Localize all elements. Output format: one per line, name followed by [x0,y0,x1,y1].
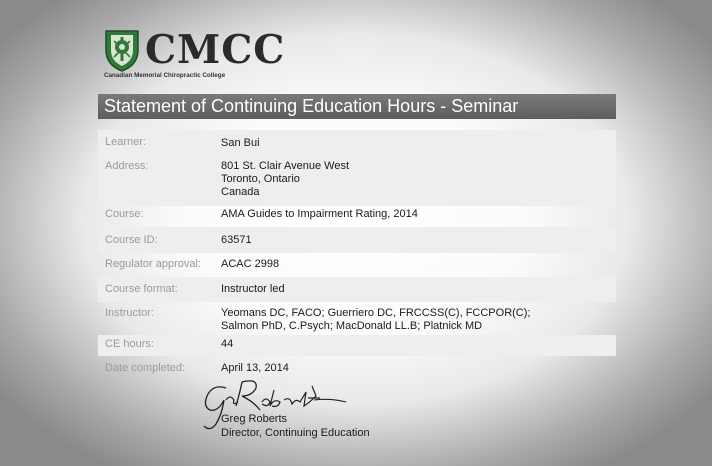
page-title: Statement of Continuing Education Hours - Seminar [104,96,519,116]
logo-wordmark: CMCC [145,27,286,73]
title-bar [98,94,616,119]
crest-icon [103,28,141,72]
instructor-value [221,307,530,333]
row-shade-ce-hours [98,335,616,356]
regulator-value: ACAC 2998 [221,258,280,270]
address-line: Canada [221,186,260,198]
instructor-line: Salmon PhD, C.Psych; MacDonald LL.B; Platnick MD [221,320,483,332]
learner-value: San Bui [221,137,260,149]
address-line: Toronto, Ontario [221,173,300,185]
signature-title: Director, Continuing Education [221,427,370,439]
date-completed-value: April 13, 2014 [221,362,289,374]
ce-hours-value: 44 [221,338,234,350]
row-shade-learner-address [98,130,616,206]
instructor-line: Yeomans DC, FACO; Guerriero DC, FRCCSS(C), FCCPOR(C); [221,307,531,319]
regulator-label: Regulator approval: [105,258,202,270]
course-id-label: Course ID: [105,234,158,246]
course-label: Course: [105,208,144,220]
learner-label: Learner: [105,136,146,148]
row-shade-course-id [98,227,616,253]
course-id-value: 63571 [221,234,252,246]
format-label: Course format: [105,283,178,295]
instructor-label: Instructor: [105,307,154,319]
address-label: Address: [105,160,149,172]
logo-subtitle: Canadian Memorial Chiropractic College [104,72,226,79]
address-value [221,160,349,199]
ce-hours-label: CE hours: [105,338,154,350]
format-value: Instructor led [221,283,285,295]
address-line: 801 St. Clair Avenue West [221,160,349,172]
date-completed-label: Date completed: [105,362,186,374]
course-value: AMA Guides to Impairment Rating, 2014 [221,208,418,220]
signature-name: Greg Roberts [221,413,288,425]
cmcc-logo [103,27,286,83]
